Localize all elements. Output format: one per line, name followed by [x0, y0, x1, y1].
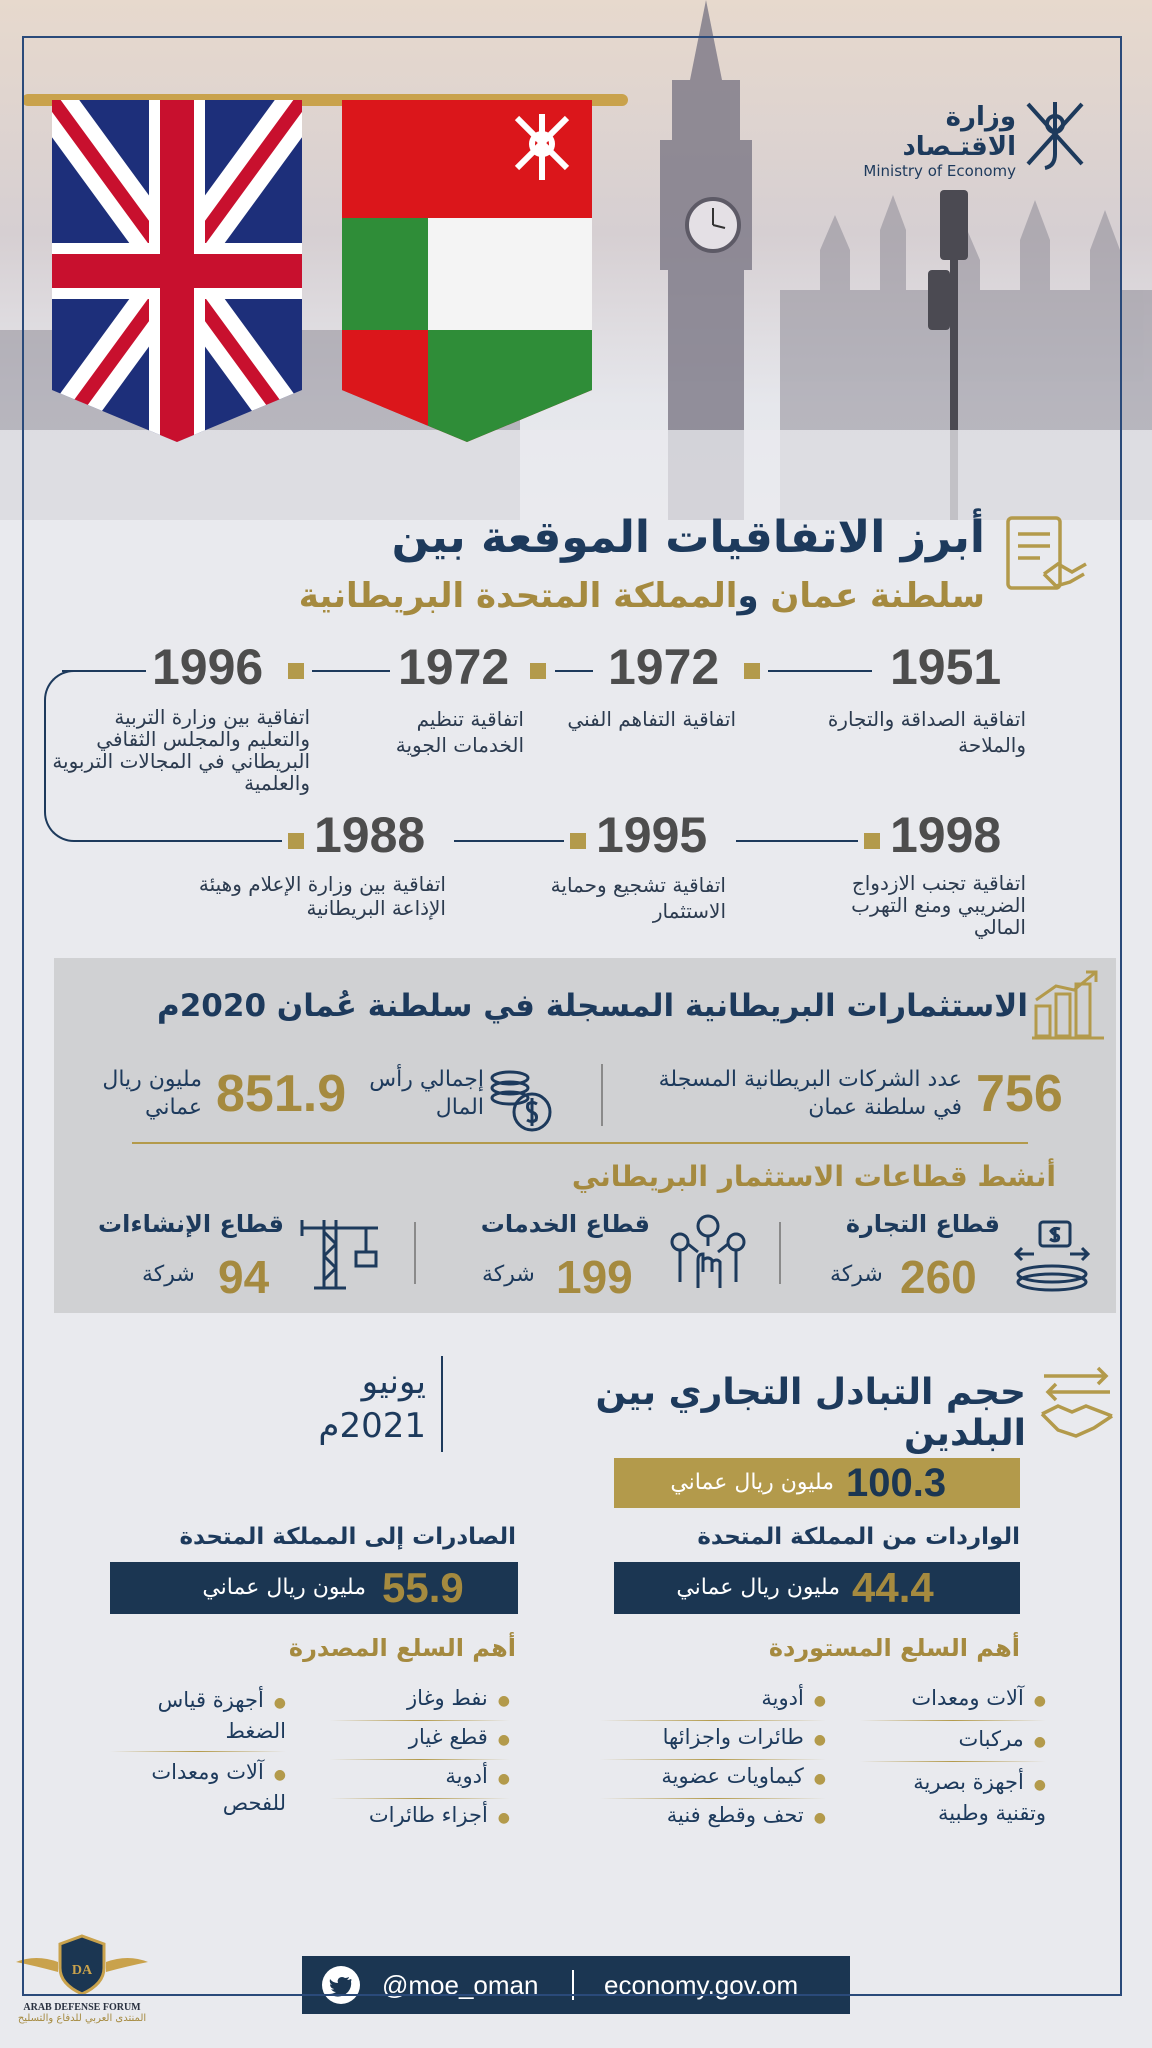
timeline-year: 1988 [314, 807, 426, 863]
list-item: ● آلات ومعدات [860, 1686, 1046, 1720]
ministry-name-ar: وزارة الاقتـصاد [902, 102, 1016, 162]
list-item: ● تحف وقطع فنية [600, 1803, 826, 1837]
page-title-line1: أبرز الاتفاقيات الموقعة بين [391, 512, 985, 563]
list-item: ● طائرات واجزائها [600, 1725, 826, 1759]
sector-name: قطاع الخدمات [480, 1210, 650, 1238]
exports-label: الصادرات إلى المملكة المتحدة [179, 1524, 516, 1550]
sector-unit: شركة [482, 1262, 535, 1287]
list-item: ● آلات ومعدات للفحص [110, 1758, 286, 1817]
list-item: ● أجهزة بصرية وتقنية وطبية [860, 1768, 1046, 1827]
total-trade-unit: مليون ريال عماني [670, 1470, 834, 1495]
imports-value: 44.4 [852, 1564, 934, 1611]
exported-goods-title: أهم السلع المصدرة [288, 1634, 516, 1662]
website-link[interactable]: economy.gov.om [604, 1970, 799, 2000]
capital-label: إجمالي رأس المال [369, 1067, 484, 1120]
imports-unit: مليون ريال عماني [676, 1575, 840, 1600]
sector-count: 94 [218, 1251, 270, 1303]
title-uk: المملكة المتحدة البريطانية [298, 576, 738, 616]
companies-label: عدد الشركات البريطانية المسجلة في سلطنة عمان [658, 1067, 962, 1120]
total-trade-value: 100.3 [846, 1461, 947, 1505]
imported-goods-title: أهم السلع المستوردة [768, 1634, 1020, 1662]
sector-unit: شركة [830, 1262, 883, 1287]
list-item: ● أدوية [600, 1686, 826, 1720]
list-item: ● أدوية [330, 1764, 510, 1798]
companies-count: 756 [976, 1065, 1063, 1123]
timeline-year: 1996 [152, 639, 264, 695]
page-frame [22, 36, 1122, 1996]
title-and: و [737, 576, 759, 616]
timeline-year: 1972 [398, 639, 510, 695]
sectors-title: أنشط قطاعات الاستثمار البريطاني [571, 1160, 1056, 1193]
exports-unit: مليون ريال عماني [202, 1575, 366, 1600]
list-item: ● مركبات [860, 1727, 1046, 1761]
ministry-name-en: Ministry of Economy [863, 162, 1016, 180]
twitter-handle-link[interactable]: @moe_oman [382, 1970, 539, 2000]
timeline-year: 1998 [890, 807, 1002, 863]
capital-value: 851.9 [216, 1065, 347, 1123]
sector-unit: شركة [142, 1262, 195, 1287]
exports-value: 55.9 [382, 1564, 464, 1611]
timeline-description: اتفاقية تنظيم الخدمات الجوية [395, 707, 524, 757]
list-item: ● نفط وغاز [330, 1686, 510, 1720]
sector-count: 199 [556, 1251, 633, 1303]
timeline-year: 1995 [596, 807, 708, 863]
watermark-text-ar: المنتدى العربي للدفاع والتسليح [17, 2013, 147, 2024]
timeline-description: اتفاقية تجنب الازدواج الضريبي ومنع التهرب المالي [851, 871, 1026, 939]
trade-title: حجم التبادل التجاري بين البلدين [595, 1372, 1026, 1454]
timeline-year: 1972 [608, 639, 720, 695]
investments-title: الاستثمارات البريطانية المسجلة في سلطنة عُمان 2020م [157, 988, 1028, 1024]
timeline-description: اتفاقية تشجيع وحماية الاستثمار [550, 873, 726, 923]
timeline-description: اتفاقية بين وزارة الإعلام وهيئة الإذاعة البريطانية [198, 872, 446, 920]
trade-period: يونيو 2021م [318, 1362, 426, 1446]
timeline-description: اتفاقية الصداقة والتجارة والملاحة [827, 707, 1026, 757]
list-item: ● أجهزة قياس الضغط [110, 1686, 286, 1745]
list-item: ● أجزاء طائرات [330, 1803, 510, 1837]
svg-text:DA: DA [71, 1963, 93, 1978]
list-item: ● قطع غيار [330, 1725, 510, 1759]
sector-count: 260 [900, 1251, 977, 1303]
list-item: ● كيماويات عضوية [600, 1764, 826, 1798]
timeline-description: اتفاقية التفاهم الفني [567, 707, 736, 731]
timeline-description: اتفاقية بين وزارة التربية والتعليم والمجلس الثقافي البريطاني في المجالات التربوية والعلمية [52, 705, 310, 795]
capital-unit: مليون ريال عماني [102, 1067, 202, 1120]
title-oman: سلطنة عمان [758, 576, 985, 616]
sector-name: قطاع الإنشاءات [97, 1210, 284, 1238]
watermark-text-en: ARAB DEFENSE FORUM [23, 2002, 141, 2013]
sector-name: قطاع التجارة [845, 1210, 1000, 1238]
imports-label: الواردات من المملكة المتحدة [697, 1524, 1020, 1550]
timeline-year: 1951 [890, 639, 1002, 695]
